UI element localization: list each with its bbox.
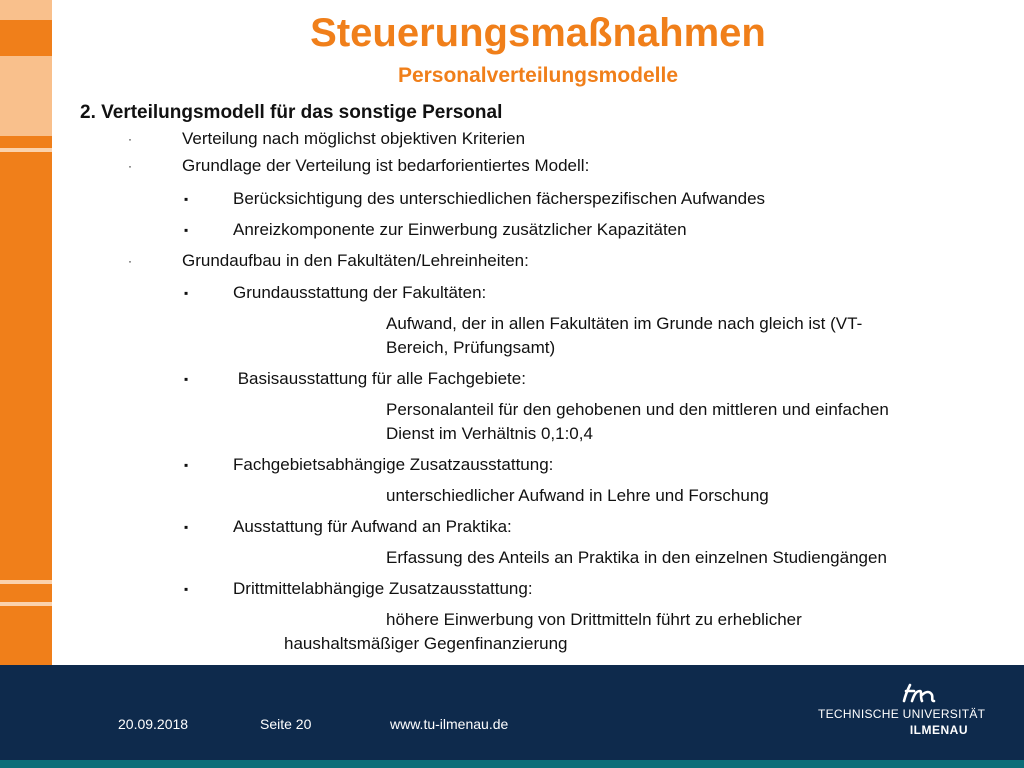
list-item: Grundlage der Verteilung ist bedarforientiertes Modell: [182, 156, 590, 175]
footer-date: 20.09.2018 [118, 716, 189, 732]
list-item-detail: unterschiedlicher Aufwand in Lehre und Forschung [386, 486, 769, 505]
logo-text-line2: ILMENAU [909, 723, 968, 737]
list-item: Ausstattung für Aufwand an Praktika: [233, 517, 512, 536]
bullet-square: ▪ [184, 372, 189, 386]
list-item: Berücksichtigung des unterschiedlichen fächerspezifischen Aufwandes [233, 189, 766, 208]
bullet-dot: · [128, 132, 132, 146]
accent-segment [0, 0, 52, 20]
slide-title: Steuerungsmaßnahmen [310, 11, 766, 55]
list-item: Drittmittelabhängige Zusatzausstattung: [233, 579, 533, 598]
footer-bar [0, 665, 1024, 768]
list-item: Basisausstattung für alle Fachgebiete: [233, 369, 526, 388]
bullet-dot: · [128, 254, 132, 268]
accent-divider [0, 580, 52, 584]
bullet-square: ▪ [184, 582, 189, 596]
bullet-dot: · [128, 159, 132, 173]
bullet-square: ▪ [184, 520, 189, 534]
list-item: Fachgebietsabhängige Zusatzausstattung: [233, 455, 554, 474]
bullet-square: ▪ [184, 458, 189, 472]
list-item-detail: haushaltsmäßiger Gegenfinanzierung [284, 634, 568, 653]
list-item-detail: Bereich, Prüfungsamt) [386, 338, 556, 357]
bullet-square: ▪ [184, 223, 189, 237]
accent-divider [0, 148, 52, 152]
bullet-square: ▪ [184, 286, 189, 300]
list-item: Grundaufbau in den Fakultäten/Lehreinheiten: [182, 251, 529, 270]
list-item-detail: Dienst im Verhältnis 0,1:0,4 [386, 424, 593, 443]
footer-accent-strip [0, 760, 1024, 768]
list-item-detail: Aufwand, der in allen Fakultäten im Grunde nach gleich ist (VT- [386, 314, 863, 333]
footer-page-number: Seite 20 [260, 716, 312, 732]
list-item: Anreizkomponente zur Einwerbung zusätzlicher Kapazitäten [233, 220, 687, 239]
list-item-detail: Personalanteil für den gehobenen und den mittleren und einfachen [386, 400, 889, 419]
logo-text-line1: TECHNISCHE UNIVERSITÄT [818, 707, 986, 721]
accent-divider [0, 602, 52, 606]
tu-logo-icon [898, 681, 938, 705]
accent-segment [0, 56, 52, 136]
list-item-detail: Erfassung des Anteils an Praktika in den einzelnen Studiengängen [386, 548, 887, 567]
section-heading: 2. Verteilungsmodell für das sonstige Personal [80, 102, 503, 123]
slide-subtitle: Personalverteilungsmodelle [397, 64, 679, 87]
list-item: Verteilung nach möglichst objektiven Kriterien [182, 129, 526, 148]
list-item: Grundausstattung der Fakultäten: [233, 283, 487, 302]
bullet-square: ▪ [184, 192, 189, 206]
list-item-detail: höhere Einwerbung von Drittmitteln führt zu erheblicher [386, 610, 802, 629]
footer-url[interactable]: www.tu-ilmenau.de [390, 716, 509, 732]
university-logo [818, 685, 986, 745]
left-accent-bar [0, 0, 52, 665]
